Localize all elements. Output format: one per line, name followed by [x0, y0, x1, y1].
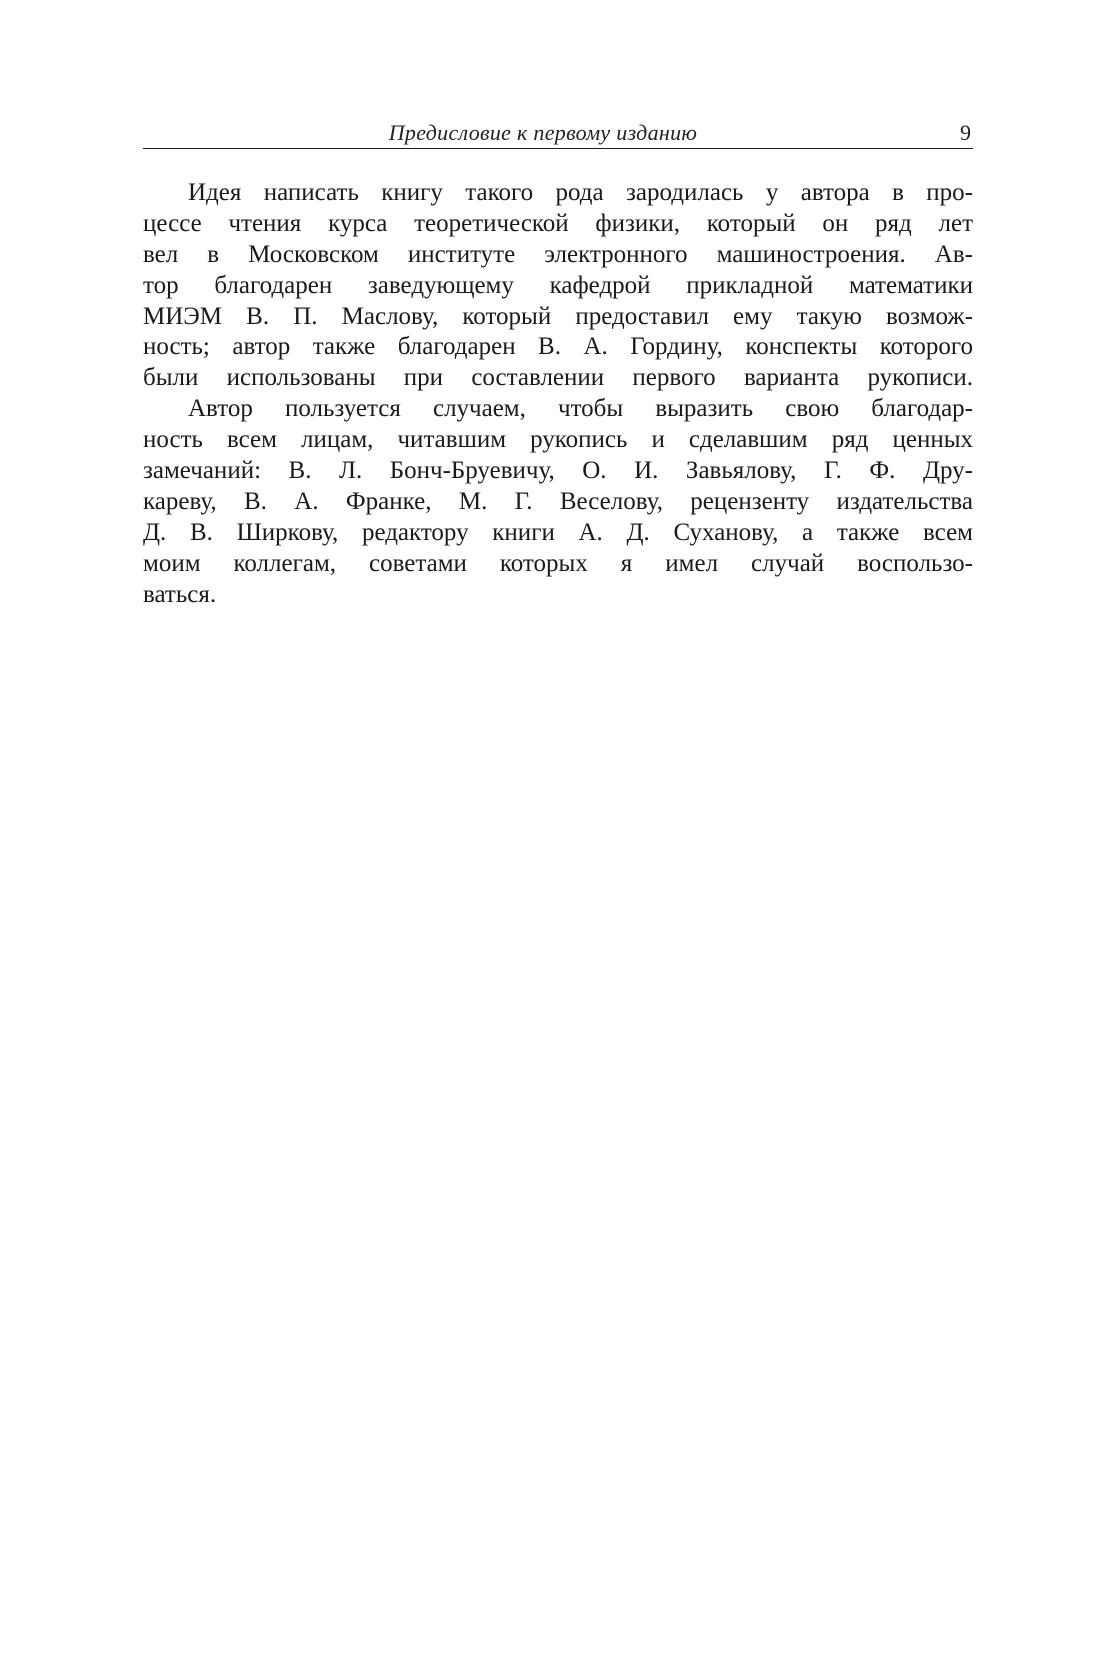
text-line: замечаний: В. Л. Бонч-Бруевичу, О. И. Завьялову, Г. Ф. Дру- — [143, 457, 973, 485]
paragraph-2 — [143, 394, 973, 610]
body-text — [143, 178, 973, 610]
text-line: ность всем лицам, читавшим рукопись и сделавшим ряд ценных — [143, 426, 973, 454]
paragraph-1 — [143, 178, 973, 394]
text-line: Д. В. Ширкову, редактору книги А. Д. Суханову, а также всем — [143, 518, 973, 546]
running-head-title: Предисловие к первому изданию — [388, 120, 698, 145]
text-line: Автор пользуется случаем, чтобы выразить свою благодар- — [188, 395, 973, 423]
text-line: тор благодарен заведующему кафедрой прикладной математики — [143, 271, 973, 299]
text-line: ваться. — [143, 580, 217, 608]
text-line: были использованы при составлении первого варианта рукописи. — [143, 364, 973, 392]
text-line: цессе чтения курса теоретической физики, который он ряд лет — [143, 209, 973, 237]
text-line: ность; автор также благодарен В. А. Гордину, конспекты которого — [143, 333, 973, 361]
page-number: 9 — [960, 120, 971, 145]
text-line: МИЭМ В. П. Маслову, который предоставил ему такую возмож- — [143, 302, 973, 330]
text-line: Идея написать книгу такого рода зародилась у автора в про- — [188, 179, 973, 206]
text-line: моим коллегам, советами которых я имел случай воспользо- — [143, 549, 973, 577]
text-line: кареву, В. А. Франке, М. Г. Веселову, рецензенту издательства — [143, 487, 973, 515]
running-head — [143, 118, 973, 149]
text-line: вел в Московском институте электронного машиностроения. Ав- — [143, 240, 973, 268]
